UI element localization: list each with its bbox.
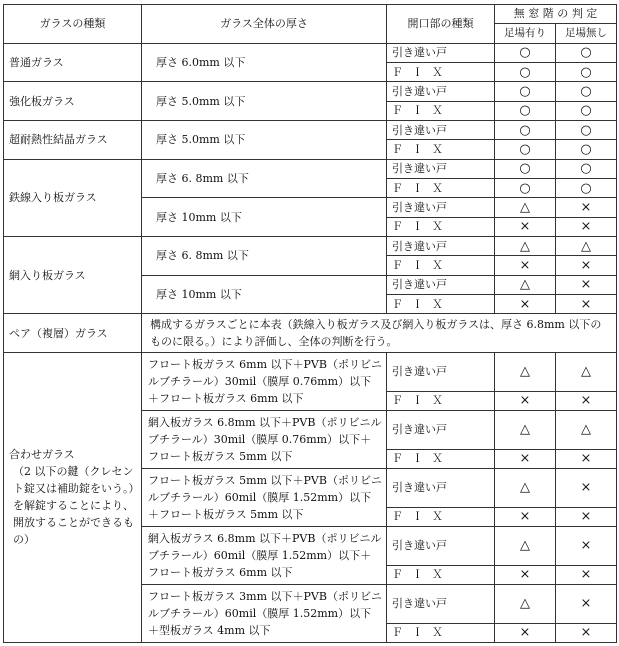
mark-with-scaffold: × <box>495 449 556 468</box>
table-row <box>4 82 617 101</box>
mark-without-scaffold: × <box>556 391 617 410</box>
header-thickness: ガラス全体の厚さ <box>142 5 387 44</box>
laminated-spec-cell: 網入板ガラス 6.8mm 以下＋PVB（ポリビニルブチラール）30mil（膜厚 0.76mm）以下＋フロート板ガラス 5mm 以下 <box>142 410 387 468</box>
opening-sliding: 引き違い戸 <box>387 159 495 178</box>
thickness-cell: 厚さ 5.0mm 以下 <box>142 120 387 159</box>
thickness-cell: 厚さ 6.0mm 以下 <box>142 43 387 82</box>
mark-with-scaffold: ○ <box>495 82 556 101</box>
mark-without-scaffold: × <box>556 526 617 565</box>
glass-type-cell <box>4 352 142 642</box>
opening-sliding: 引き違い戸 <box>387 82 495 101</box>
table-row <box>4 120 617 139</box>
laminated-spec-cell: 網入板ガラス 6.8mm 以下＋PVB（ポリビニルブチラール）60mil（膜厚 1.52mm）以下＋フロート板ガラス 6mm 以下 <box>142 526 387 584</box>
mark-without-scaffold: ○ <box>556 101 617 120</box>
laminated-spec-cell: フロート板ガラス 3mm 以下＋PVB（ポリビニルブチラール）60mil（膜厚 1.52mm）以下＋型板ガラス 4mm 以下 <box>142 584 387 642</box>
mark-with-scaffold: × <box>495 294 556 313</box>
mark-without-scaffold: × <box>556 507 617 526</box>
mark-with-scaffold: × <box>495 623 556 643</box>
glass-type-cell: 超耐熱性結晶ガラス <box>4 120 142 159</box>
laminated-spec-cell: フロート板ガラス 5mm 以下＋PVB（ポリビニルブチラール）60mil（膜厚 1.52mm）以下＋フロート板ガラス 5mm 以下 <box>142 468 387 526</box>
table-row <box>4 352 617 391</box>
opening-sliding: 引き違い戸 <box>387 584 495 623</box>
opening-fix: ＦＩＸ <box>387 217 495 236</box>
mark-without-scaffold: △ <box>556 352 617 391</box>
header-glass-type: ガラスの種類 <box>4 5 142 44</box>
mark-with-scaffold: × <box>495 256 556 275</box>
mark-without-scaffold: × <box>556 468 617 507</box>
mark-without-scaffold: △ <box>556 410 617 449</box>
header-row <box>4 5 617 24</box>
mark-without-scaffold: ○ <box>556 82 617 101</box>
glass-type-cell: 強化板ガラス <box>4 82 142 121</box>
mark-with-scaffold: △ <box>495 352 556 391</box>
mark-without-scaffold: × <box>556 217 617 236</box>
mark-without-scaffold: × <box>556 623 617 643</box>
mark-without-scaffold: ○ <box>556 120 617 139</box>
mark-with-scaffold: ○ <box>495 101 556 120</box>
mark-with-scaffold: △ <box>495 410 556 449</box>
thickness-cell: 厚さ 10mm 以下 <box>142 198 387 237</box>
mark-with-scaffold: ○ <box>495 178 556 197</box>
glass-type-cell: 普通ガラス <box>4 43 142 82</box>
mark-without-scaffold: × <box>556 256 617 275</box>
opening-fix: ＦＩＸ <box>387 62 495 81</box>
glass-judgment-table <box>3 4 617 643</box>
opening-sliding: 引き違い戸 <box>387 120 495 139</box>
opening-sliding: 引き違い戸 <box>387 410 495 449</box>
mark-with-scaffold: × <box>495 507 556 526</box>
mark-without-scaffold: × <box>556 565 617 584</box>
opening-sliding: 引き違い戸 <box>387 526 495 565</box>
opening-fix: ＦＩＸ <box>387 256 495 275</box>
glass-type-cell: ペア（複層）ガラス <box>4 314 142 353</box>
opening-fix: ＦＩＸ <box>387 565 495 584</box>
mark-without-scaffold: × <box>556 275 617 294</box>
mark-without-scaffold: ○ <box>556 140 617 159</box>
opening-sliding: 引き違い戸 <box>387 236 495 255</box>
mark-without-scaffold: ○ <box>556 178 617 197</box>
table-row <box>4 159 617 178</box>
mark-with-scaffold: ○ <box>495 43 556 62</box>
mark-without-scaffold: × <box>556 584 617 623</box>
thickness-cell: 厚さ 6. 8mm 以下 <box>142 236 387 275</box>
mark-without-scaffold: ○ <box>556 62 617 81</box>
opening-fix: ＦＩＸ <box>387 101 495 120</box>
opening-fix: ＦＩＸ <box>387 140 495 159</box>
mark-with-scaffold: △ <box>495 584 556 623</box>
laminated-glass-title: 合わせガラス <box>9 448 75 462</box>
opening-sliding: 引き違い戸 <box>387 468 495 507</box>
opening-fix: ＦＩＸ <box>387 623 495 643</box>
header-without-scaffold: 足場無し <box>556 24 617 43</box>
laminated-glass-note: （2 以下の鍵（クレセント錠又は補助錠をいう。）を解錠することにより、開放することができるもの） <box>13 465 134 547</box>
mark-with-scaffold: △ <box>495 468 556 507</box>
mark-with-scaffold: ○ <box>495 159 556 178</box>
laminated-spec-cell: フロート板ガラス 6mm 以下＋PVB（ポリビニルブチラール）30mil（膜厚 0.76mm）以下＋フロート板ガラス 6mm 以下 <box>142 352 387 410</box>
mark-with-scaffold: △ <box>495 526 556 565</box>
header-opening-type: 開口部の種類 <box>387 5 495 44</box>
mark-with-scaffold: △ <box>495 198 556 217</box>
table-row <box>4 43 617 62</box>
mark-without-scaffold: ○ <box>556 159 617 178</box>
glass-type-cell: 鉄線入り板ガラス <box>4 159 142 236</box>
table-row <box>4 314 617 353</box>
mark-without-scaffold: × <box>556 294 617 313</box>
mark-with-scaffold: ○ <box>495 120 556 139</box>
opening-sliding: 引き違い戸 <box>387 275 495 294</box>
glass-type-cell: 網入り板ガラス <box>4 236 142 313</box>
opening-sliding: 引き違い戸 <box>387 43 495 62</box>
pair-glass-description: 構成するガラスごとに本表（鉄線入り板ガラス及び網入り板ガラスは、厚さ 6.8mm 以下のものに限る。）により評価し、全体の判断を行う。 <box>142 314 617 353</box>
mark-without-scaffold: × <box>556 198 617 217</box>
thickness-cell: 厚さ 6. 8mm 以下 <box>142 159 387 198</box>
mark-with-scaffold: △ <box>495 236 556 255</box>
opening-fix: ＦＩＸ <box>387 449 495 468</box>
table-row <box>4 236 617 255</box>
mark-with-scaffold: ○ <box>495 62 556 81</box>
thickness-cell: 厚さ 10mm 以下 <box>142 275 387 314</box>
mark-without-scaffold: × <box>556 449 617 468</box>
opening-sliding: 引き違い戸 <box>387 352 495 391</box>
thickness-cell: 厚さ 5.0mm 以下 <box>142 82 387 121</box>
mark-with-scaffold: △ <box>495 275 556 294</box>
mark-without-scaffold: △ <box>556 236 617 255</box>
opening-fix: ＦＩＸ <box>387 178 495 197</box>
opening-fix: ＦＩＸ <box>387 391 495 410</box>
mark-with-scaffold: × <box>495 217 556 236</box>
opening-sliding: 引き違い戸 <box>387 198 495 217</box>
mark-without-scaffold: ○ <box>556 43 617 62</box>
header-judgment: 無 窓 階 の 判 定 <box>495 5 617 24</box>
mark-with-scaffold: ○ <box>495 140 556 159</box>
mark-with-scaffold: × <box>495 565 556 584</box>
mark-with-scaffold: × <box>495 391 556 410</box>
header-with-scaffold: 足場有り <box>495 24 556 43</box>
opening-fix: ＦＩＸ <box>387 507 495 526</box>
opening-fix: ＦＩＸ <box>387 294 495 313</box>
